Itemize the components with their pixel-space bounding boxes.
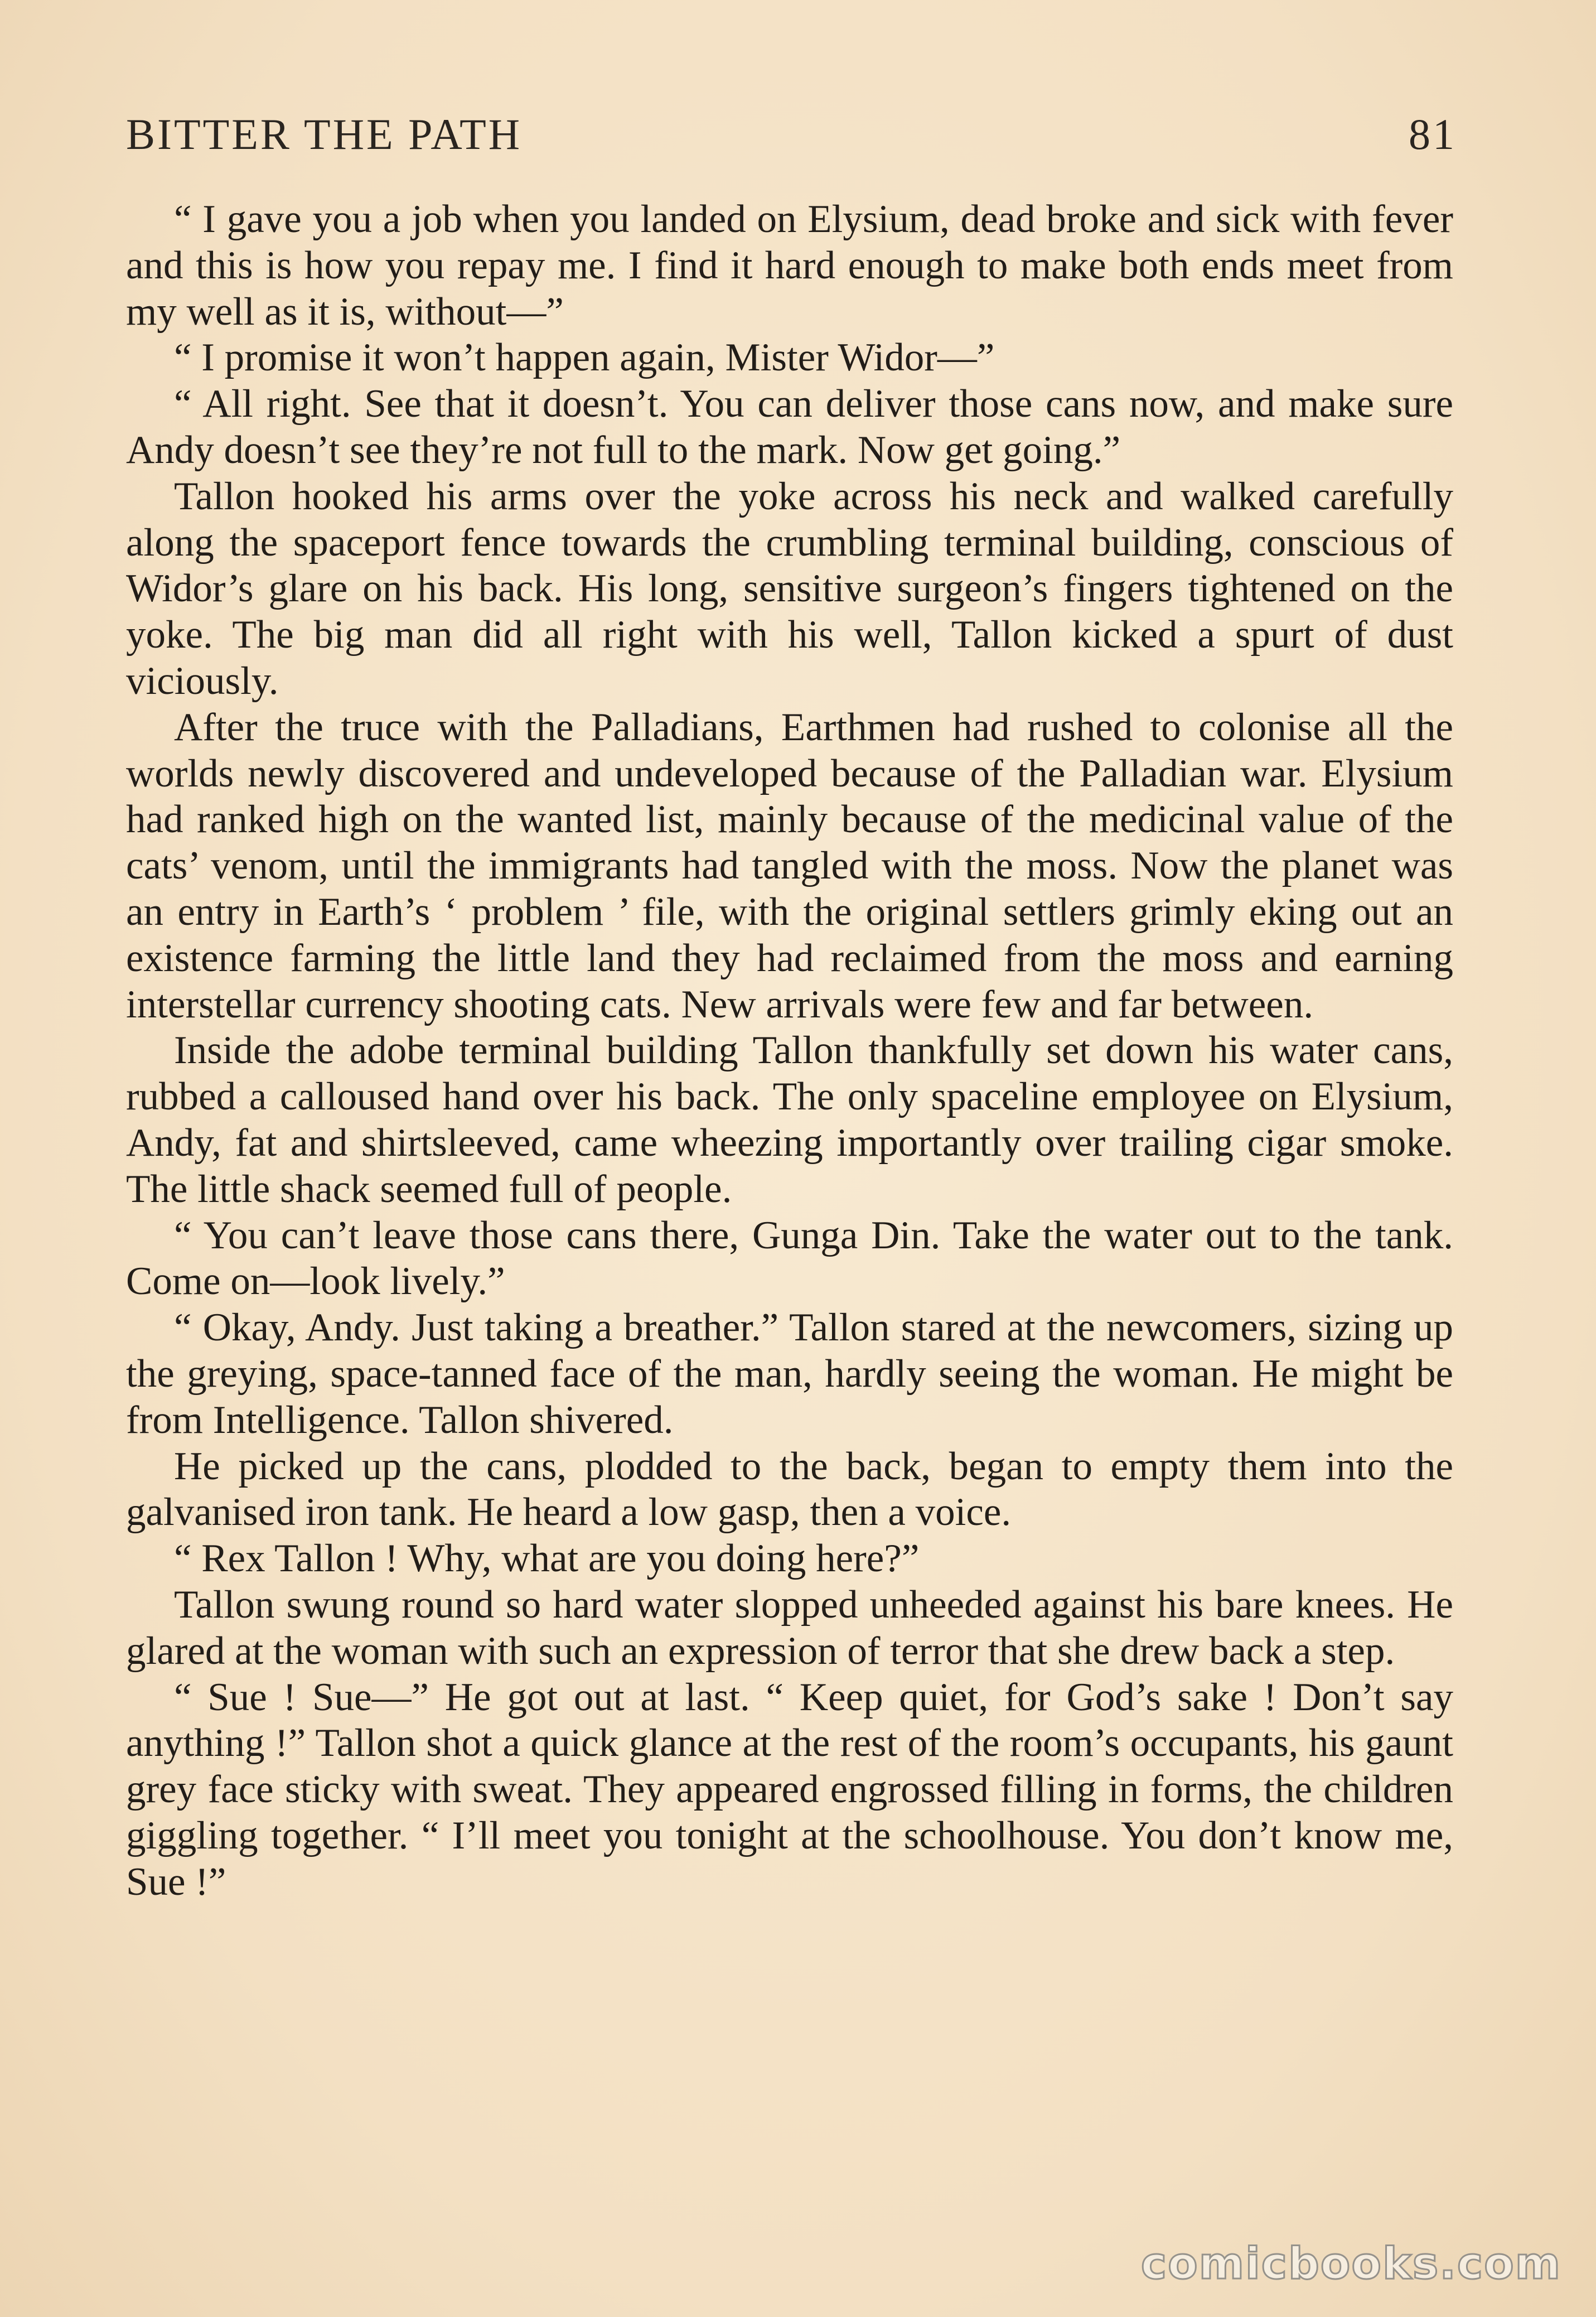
- paragraph: After the truce with the Palladians, Earthmen had rushed to colonise all the worlds newly discovered and undeveloped because of the Palladian war. Elysium had ranked high on the wanted list, mainly because of the medicinal value of the cats’ venom, until the immigrants had tangled with the moss. Now the planet was an entry in Earth’s ‘ problem ’ file, with the original settlers grimly eking out an existence farming the little land they had reclaimed from the moss and earning interstellar currency shooting cats. New arrivals were few and far between.: [126, 705, 1453, 1026]
- paragraph: “ Sue ! Sue—” He got out at last. “ Keep quiet, for God’s sake ! Don’t say anything !” Tallon shot a quick glance at the rest of the room’s occupants, his gaunt grey face sticky with sweat. They appeared engrossed filling in forms, the children giggling together. “ I’ll meet you tonight at the schoolhouse. You don’t know me, Sue !”: [126, 1675, 1453, 1904]
- paragraph: “ You can’t leave those cans there, Gunga Din. Take the water out to the tank. Come on—look lively.”: [126, 1213, 1453, 1304]
- paragraph: Inside the adobe terminal building Tallon thankfully set down his water cans, rubbed a calloused hand over his back. The only spaceline employee on Elysium, Andy, fat and shirtsleeved, came wheezing importantly over trailing cigar smoke. The little shack seemed full of people.: [126, 1029, 1453, 1211]
- paragraph: Tallon hooked his arms over the yoke across his neck and walked carefully along the spaceport fence towards the crumbling terminal building, conscious of Widor’s glare on his back. His long, sensitive surgeon’s fingers tightened on the yoke. The big man did all right with his well, Tallon kicked a spurt of dust viciously.: [126, 474, 1453, 703]
- paragraph: “ I promise it won’t happen again, Mister Widor—”: [174, 336, 995, 380]
- running-title: BITTER THE PATH: [126, 110, 523, 158]
- paragraph: “ Rex Tallon ! Why, what are you doing here?”: [174, 1537, 920, 1581]
- page-number: 81: [1409, 110, 1457, 158]
- paragraph: He picked up the cans, plodded to the back, began to empty them into the galvanised iron tank. He heard a low gasp, then a voice.: [126, 1444, 1453, 1534]
- paragraph: Tallon swung round so hard water slopped unheeded against his bare knees. He glared at the woman with such an expression of terror that she drew back a step.: [126, 1582, 1453, 1673]
- watermark-logo: comicbooks.com: [1140, 2239, 1561, 2289]
- paragraph: “ All right. See that it doesn’t. You can deliver those cans now, and make sure Andy doesn’t see they’re not full to the mark. Now get going.”: [126, 382, 1453, 472]
- body-text: [126, 196, 1453, 1905]
- running-head: [126, 109, 1457, 165]
- paragraph: “ Okay, Andy. Just taking a breather.” Tallon stared at the newcomers, sizing up the greying, space-tanned face of the man, hardly seeing the woman. He might be from Intelligence. Tallon shivered.: [126, 1306, 1453, 1442]
- paragraph: “ I gave you a job when you landed on Elysium, dead broke and sick with fever and this is how you repay me. I find it hard enough to make both ends meet from my well as it is, without—”: [126, 197, 1453, 334]
